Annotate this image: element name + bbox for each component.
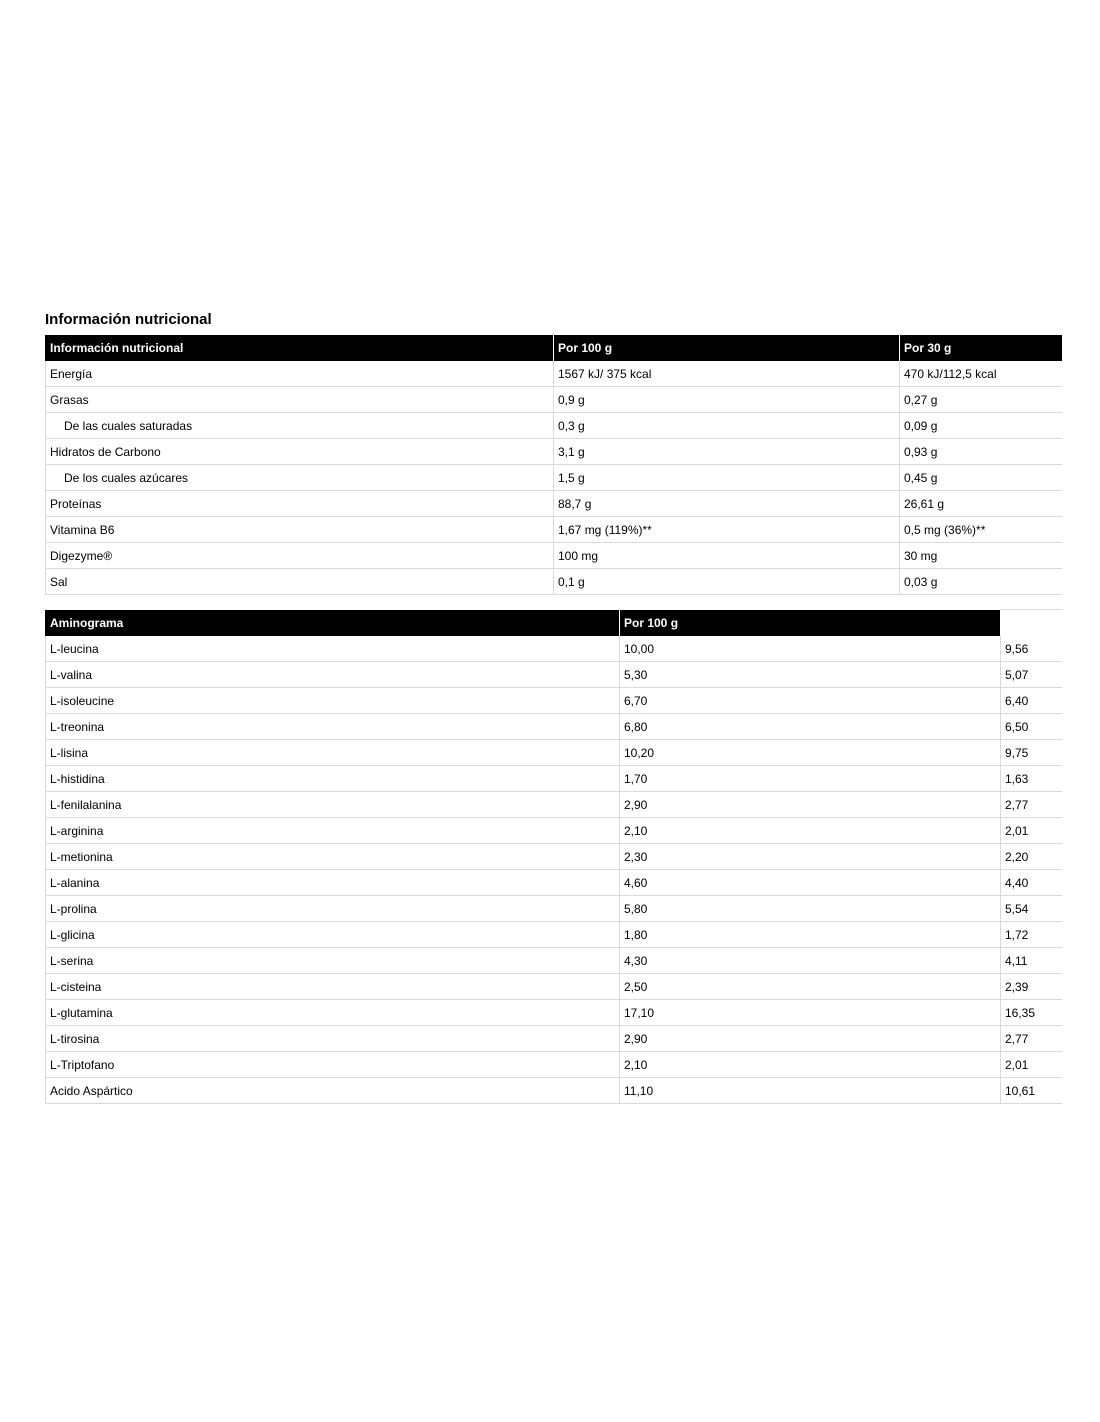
table-row (46, 543, 1062, 569)
nutrient-name: Grasas (46, 387, 554, 413)
table-row (46, 1026, 1062, 1052)
value-per-100g: 1,67 mg (119%)** (554, 517, 900, 543)
table-row (46, 439, 1062, 465)
nutrient-name: Energía (46, 361, 554, 387)
amino-name: L-serina (46, 948, 620, 974)
value-per-30g: 0,5 mg (36%)** (900, 517, 1062, 543)
amino-header-row (46, 610, 1062, 637)
amino-value-secondary: 2,77 (1001, 792, 1062, 818)
amino-value-secondary: 5,07 (1001, 662, 1062, 688)
table-row (46, 517, 1062, 543)
amino-name: L-histidina (46, 766, 620, 792)
value-per-30g: 470 kJ/112,5 kcal (900, 361, 1062, 387)
amino-value-secondary: 6,40 (1001, 688, 1062, 714)
value-per-30g: 0,93 g (900, 439, 1062, 465)
amino-name: L-Triptofano (46, 1052, 620, 1078)
amino-value-per-100g: 1,70 (620, 766, 1001, 792)
value-per-100g: 0,3 g (554, 413, 900, 439)
table-row (46, 688, 1062, 714)
amino-value-secondary: 10,61 (1001, 1078, 1062, 1104)
amino-name: L-glutamina (46, 1000, 620, 1026)
nutrient-name: Hidratos de Carbono (46, 439, 554, 465)
value-per-30g: 0,27 g (900, 387, 1062, 413)
amino-header-per100: Por 100 g (620, 610, 1001, 637)
nutrition-header-per100: Por 100 g (554, 335, 900, 361)
amino-value-secondary: 1,63 (1001, 766, 1062, 792)
amino-value-per-100g: 4,30 (620, 948, 1001, 974)
amino-value-per-100g: 2,10 (620, 1052, 1001, 1078)
amino-value-secondary: 2,20 (1001, 844, 1062, 870)
amino-value-secondary: 5,54 (1001, 896, 1062, 922)
amino-value-per-100g: 6,70 (620, 688, 1001, 714)
value-per-100g: 1567 kJ/ 375 kcal (554, 361, 900, 387)
value-per-30g: 0,45 g (900, 465, 1062, 491)
amino-name: L-isoleucine (46, 688, 620, 714)
amino-value-per-100g: 10,00 (620, 636, 1001, 662)
table-row (46, 662, 1062, 688)
amino-name: L-metionina (46, 844, 620, 870)
amino-name: L-fenilalanina (46, 792, 620, 818)
amino-value-per-100g: 1,80 (620, 922, 1001, 948)
table-row (46, 844, 1062, 870)
table-row (46, 922, 1062, 948)
nutrition-header-row (46, 335, 1062, 361)
table-row (46, 948, 1062, 974)
amino-name: Acido Aspártico (46, 1078, 620, 1104)
amino-value-secondary: 4,11 (1001, 948, 1062, 974)
value-per-30g: 0,03 g (900, 569, 1062, 595)
value-per-30g: 26,61 g (900, 491, 1062, 517)
table-row (46, 361, 1062, 387)
table-row (46, 1052, 1062, 1078)
value-per-100g: 1,5 g (554, 465, 900, 491)
value-per-100g: 0,1 g (554, 569, 900, 595)
table-row (46, 491, 1062, 517)
nutrient-name: De las cuales saturadas (46, 413, 554, 439)
nutrition-header-per30: Por 30 g (900, 335, 1062, 361)
table-row (46, 465, 1062, 491)
table-row (46, 974, 1062, 1000)
table-row (46, 387, 1062, 413)
nutrient-name: De los cuales azúcares (46, 465, 554, 491)
amino-name: L-alanina (46, 870, 620, 896)
amino-value-per-100g: 2,30 (620, 844, 1001, 870)
amino-header-blank (1001, 610, 1062, 637)
amino-value-secondary: 6,50 (1001, 714, 1062, 740)
table-row (46, 792, 1062, 818)
table-row (46, 740, 1062, 766)
nutrition-table (45, 335, 1062, 595)
table-row (46, 636, 1062, 662)
amino-value-per-100g: 2,90 (620, 1026, 1001, 1052)
table-row (46, 714, 1062, 740)
amino-value-per-100g: 11,10 (620, 1078, 1001, 1104)
table-row (46, 766, 1062, 792)
table-row (46, 1000, 1062, 1026)
amino-name: L-arginina (46, 818, 620, 844)
amino-value-secondary: 2,39 (1001, 974, 1062, 1000)
value-per-100g: 100 mg (554, 543, 900, 569)
value-per-100g: 0,9 g (554, 387, 900, 413)
amino-value-secondary: 16,35 (1001, 1000, 1062, 1026)
nutrient-name: Proteínas (46, 491, 554, 517)
nutrient-name: Sal (46, 569, 554, 595)
amino-name: L-cisteina (46, 974, 620, 1000)
amino-value-secondary: 4,40 (1001, 870, 1062, 896)
table-row (46, 1078, 1062, 1104)
amino-value-per-100g: 5,30 (620, 662, 1001, 688)
amino-name: L-valina (46, 662, 620, 688)
value-per-30g: 30 mg (900, 543, 1062, 569)
amino-value-secondary: 9,56 (1001, 636, 1062, 662)
value-per-30g: 0,09 g (900, 413, 1062, 439)
amino-value-per-100g: 2,10 (620, 818, 1001, 844)
amino-name: L-leucina (46, 636, 620, 662)
value-per-100g: 3,1 g (554, 439, 900, 465)
nutrient-name: Digezyme® (46, 543, 554, 569)
amino-name: L-glicina (46, 922, 620, 948)
amino-value-per-100g: 4,60 (620, 870, 1001, 896)
amino-table (45, 609, 1062, 1104)
amino-header-name: Aminograma (46, 610, 620, 637)
amino-value-per-100g: 2,90 (620, 792, 1001, 818)
amino-value-per-100g: 6,80 (620, 714, 1001, 740)
table-row (46, 413, 1062, 439)
amino-name: L-lisina (46, 740, 620, 766)
amino-value-secondary: 2,01 (1001, 818, 1062, 844)
page-title: Información nutricional (45, 311, 212, 328)
amino-value-secondary: 9,75 (1001, 740, 1062, 766)
nutrition-header-name: Información nutricional (46, 335, 554, 361)
nutrient-name: Vitamina B6 (46, 517, 554, 543)
amino-value-per-100g: 2,50 (620, 974, 1001, 1000)
amino-value-per-100g: 5,80 (620, 896, 1001, 922)
table-row (46, 569, 1062, 595)
amino-name: L-prolina (46, 896, 620, 922)
amino-value-per-100g: 17,10 (620, 1000, 1001, 1026)
amino-value-per-100g: 10,20 (620, 740, 1001, 766)
table-row (46, 896, 1062, 922)
amino-name: L-tirosina (46, 1026, 620, 1052)
amino-value-secondary: 2,01 (1001, 1052, 1062, 1078)
amino-name: L-treonina (46, 714, 620, 740)
table-row (46, 818, 1062, 844)
amino-value-secondary: 1,72 (1001, 922, 1062, 948)
table-row (46, 870, 1062, 896)
amino-value-secondary: 2,77 (1001, 1026, 1062, 1052)
value-per-100g: 88,7 g (554, 491, 900, 517)
